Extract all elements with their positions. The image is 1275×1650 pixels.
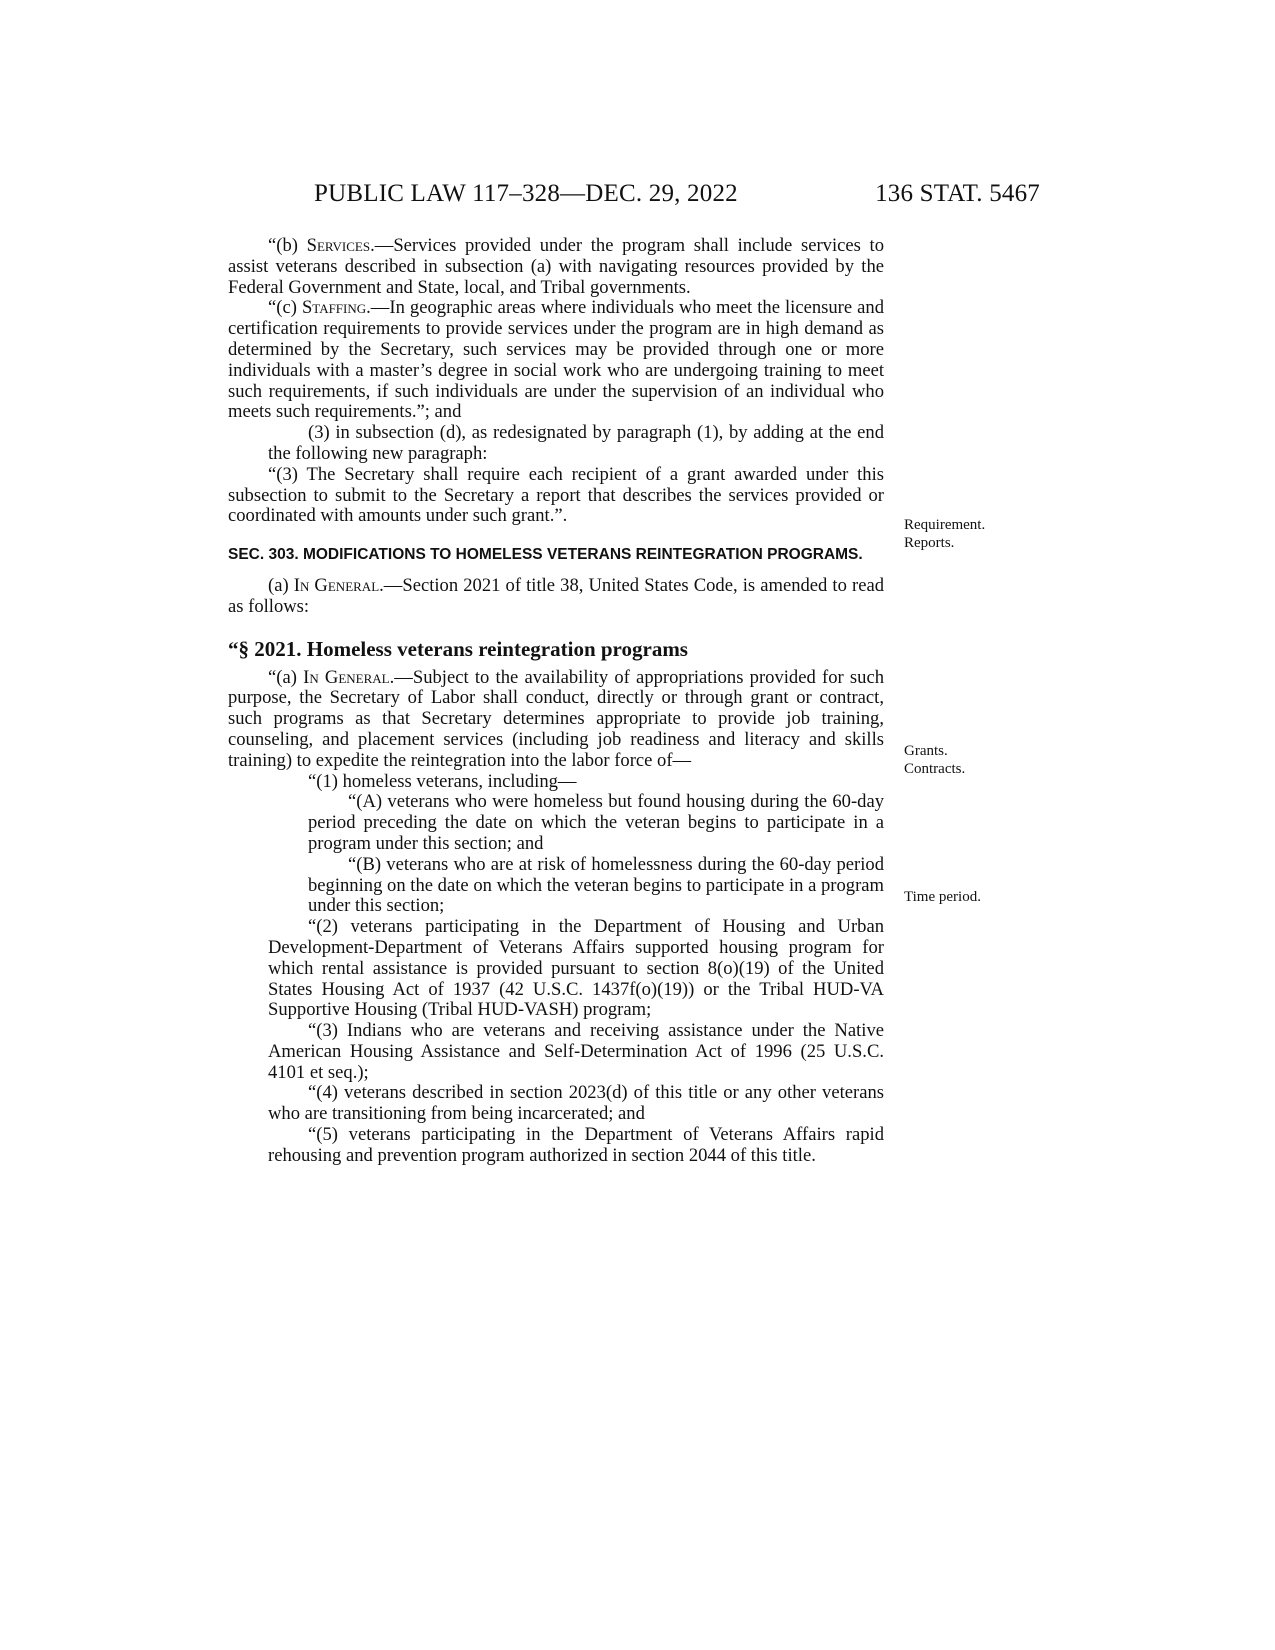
item-1-B: “(B) veterans who are at risk of homelessness during the 60-day period beginning on the date on which the veteran begins to participate in a program under this section; bbox=[308, 853, 884, 917]
margin-note-time-period: Time period. bbox=[904, 889, 981, 905]
stat-page-number: 136 STAT. 5467 bbox=[875, 180, 1040, 207]
item-2: “(2) veterans participating in the Department of Housing and Urban Development-Department of Veterans Affairs supported housing program for which rental assistance is provided pursuant to section 8(o)(19) of the United States Housing Act of 1937 (42 U.S.C. 1437f(o)(19)) or the Tribal HUD-VA Supportive Housing (Tribal HUD-VASH) program; bbox=[268, 916, 884, 1021]
paragraph-3-quote: “(3) The Secretary shall require each recipient of a grant awarded under this subsection to submit to the Secretary a report that describes the services provided or coordinated with amounts under such grant.”. bbox=[228, 463, 884, 527]
item-3: “(3) Indians who are veterans and receiving assistance under the Native American Housing Assistance and Self-Determination Act of 1996 (25 U.S.C. 4101 et seq.); bbox=[268, 1020, 884, 1083]
subsection-c: “(c) Staffing.—In geographic areas where individuals who meet the licensure and certification requirements to provide services under the program are in high demand as determined by the Secretary, such services may be provided through one or more individuals with a master’s degree in social work who are undergoing training to meet such requirements, if such individuals are under the supervision of an individual who meets such requirements.”; and bbox=[228, 297, 884, 423]
body-text bbox=[228, 236, 884, 1167]
section-303-a: (a) In General.—Section 2021 of title 38, United States Code, is amended to read as follows: bbox=[228, 574, 884, 617]
item-4: “(4) veterans described in section 2023(d) of this title or any other veterans who are transitioning from being incarcerated; and bbox=[268, 1082, 884, 1125]
page-header bbox=[228, 180, 1040, 216]
section-2021-a: “(a) In General.—Subject to the availability of appropriations provided for such purpose, the Secretary of Labor shall conduct, directly or through grant or contract, such programs as that Secretary determines appropriate to provide job training, counseling, and placement services (including job readiness and literacy and skills training) to expedite the reintegration into the labor force of— bbox=[228, 666, 884, 771]
item-5: “(5) veterans participating in the Department of Veterans Affairs rapid rehousing and prevention program authorized in section 2044 of this title. bbox=[268, 1124, 884, 1166]
item-1-A: “(A) veterans who were homeless but found housing during the 60-day period preceding the date on which the veteran begins to participate in a program under this section; and bbox=[308, 791, 884, 854]
item-1: “(1) homeless veterans, including— bbox=[308, 770, 577, 792]
section-303-heading: SEC. 303. MODIFICATIONS TO HOMELESS VETERANS REINTEGRATION PROGRAMS. bbox=[228, 546, 863, 564]
margin-note-grants: Grants. Contracts. bbox=[904, 743, 966, 777]
law-title: PUBLIC LAW 117–328—DEC. 29, 2022 bbox=[314, 180, 738, 207]
paragraph-3-instruction: (3) in subsection (d), as redesignated by paragraph (1), by adding at the end the following new paragraph: bbox=[268, 422, 884, 464]
section-2021-heading: “§ 2021. Homeless veterans reintegration programs bbox=[228, 636, 688, 661]
subsection-b: “(b) Services.—Services provided under the program shall include services to assist veterans described in subsection (a) with navigating resources provided by the Federal Government and State, local, and Tribal governments. bbox=[228, 235, 884, 298]
margin-note-requirement: Requirement. Reports. bbox=[904, 517, 986, 551]
